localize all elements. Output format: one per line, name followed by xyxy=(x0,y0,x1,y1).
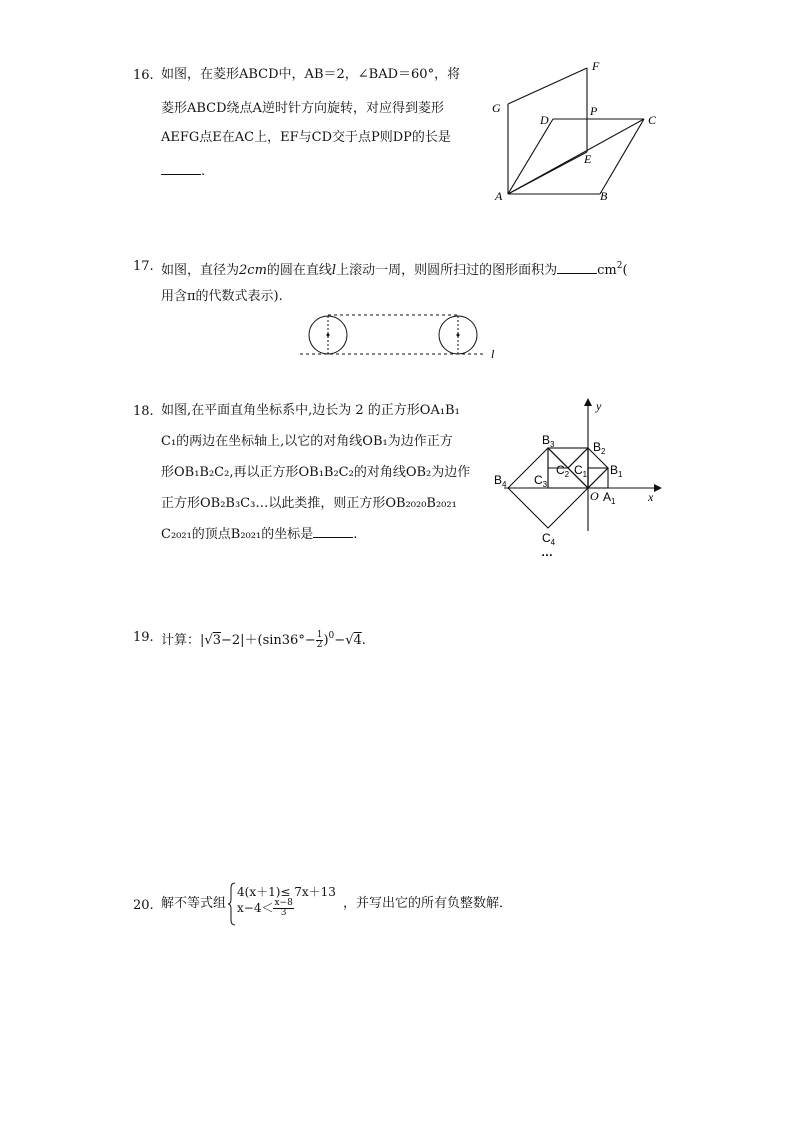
rolling-circle-figure xyxy=(296,308,506,360)
label-G: G xyxy=(492,101,501,115)
label-D: D xyxy=(540,113,549,127)
label-F: F xyxy=(592,59,600,73)
label-E: E xyxy=(584,152,592,166)
question-20-suffix: ，并写出它的所有负整数解． xyxy=(343,896,513,911)
label-B3: $B_3$ xyxy=(542,433,555,449)
label-B2: $B_2$ xyxy=(593,440,606,456)
label-C: C xyxy=(648,113,657,127)
question-16-line-3: AEFG点E在AC上，EF与CD交于点P则DP的长是 xyxy=(161,130,451,145)
label-C4: $C_4$ xyxy=(542,531,556,547)
question-19-expression: 计算：|√3−2|＋(sin36°− $\frac{1}{2}$ )$^0$−√4. xyxy=(161,630,366,650)
coordinate-squares-figure xyxy=(490,396,670,561)
answer-blank xyxy=(161,162,201,175)
inequality-2: x−4＜ $\frac{x-8}{3}$ xyxy=(237,898,293,918)
label-P: P xyxy=(590,104,598,118)
question-18-line-1: 如图,在平面直角坐标系中,边长为 2 的正方形OA₁B₁ xyxy=(161,403,460,418)
label-B: B xyxy=(600,189,608,203)
inequality-1: 4(x＋1)≤ 7x＋13 xyxy=(237,885,336,899)
question-number: 19. xyxy=(133,630,154,645)
question-16-line-2: 菱形ABCD绕点A逆时针方向旋转，对应得到菱形 xyxy=(161,101,444,116)
label-C3: $C_3$ xyxy=(534,473,548,489)
answer-blank xyxy=(313,525,353,538)
question-number: 18. xyxy=(133,404,154,419)
label-C2: $C_2$ xyxy=(556,463,570,479)
label-A: A xyxy=(495,189,503,203)
question-18-line-5: C₂₀₂₁的顶点B₂₀₂₁的坐标是 . xyxy=(161,527,358,542)
sqrt-sign: √ xyxy=(204,633,213,648)
label-x: x xyxy=(648,490,654,504)
answer-blank xyxy=(557,261,597,274)
label-l: l xyxy=(491,347,495,360)
label-y: y xyxy=(596,399,602,413)
question-17-line-2: 用含π的代数式表示). xyxy=(161,289,283,304)
question-20-prefix: 解不等式组 xyxy=(161,896,227,911)
label-C1: $C_1$ xyxy=(574,463,588,479)
sqrt-sign: √ xyxy=(345,633,354,648)
question-17-line-1: 如图，直径为2cm的圆在直线l上滚动一周，则圆所扫过的图形面积为 $cm^2$( xyxy=(161,261,628,278)
question-18-line-2: C₁的两边在坐标轴上,以它的对角线OB₁为边作正方 xyxy=(161,434,453,449)
question-number: 20. xyxy=(133,898,154,913)
question-number: 16. xyxy=(133,68,154,83)
label-A1: $A_1$ xyxy=(603,490,616,506)
fraction: $\frac{x-8}{3}$ xyxy=(274,898,293,918)
fraction-half: $\frac{1}{2}$ xyxy=(316,630,323,650)
label-dots: … xyxy=(541,545,553,559)
system-brace xyxy=(228,882,236,926)
question-16-line-4: . xyxy=(161,158,205,186)
question-number: 17. xyxy=(133,259,154,274)
label-B1: $B_1$ xyxy=(610,463,623,479)
label-O: O xyxy=(590,489,599,503)
question-16-line-1: 如图，在菱形ABCD中，AB＝2，∠BAD＝60°，将 xyxy=(161,67,461,82)
question-18-line-3: 形OB₁B₂C₂,再以正方形OB₁B₂C₂的对角线OB₂为边作 xyxy=(161,465,471,480)
question-18-line-4: 正方形OB₂B₃C₃…以此类推，则正方形OB₂₀₂₀B₂₀₂₁ xyxy=(161,496,457,511)
label-B4: $B_4$ xyxy=(494,473,507,489)
rhombus-rotation-figure xyxy=(486,56,666,206)
